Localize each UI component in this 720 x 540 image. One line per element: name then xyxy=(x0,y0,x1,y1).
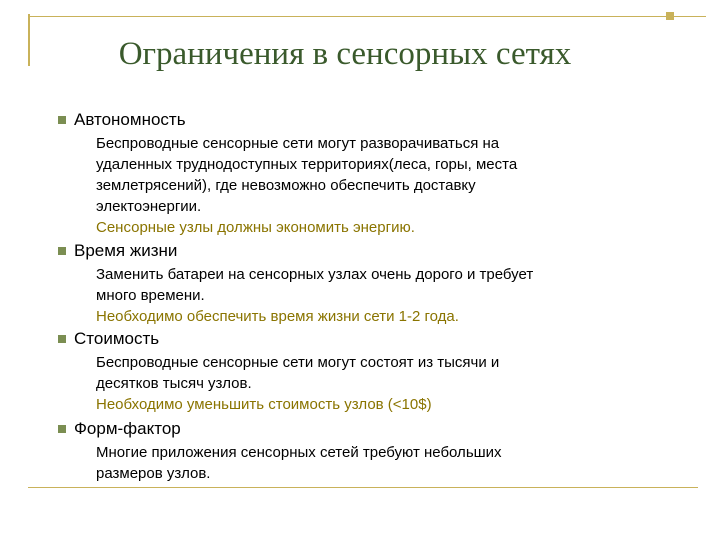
section-autonomy xyxy=(58,110,186,130)
accent-top-line xyxy=(28,16,706,17)
accent-bottom-line xyxy=(28,487,698,488)
body-line: много времени. xyxy=(96,287,205,304)
body-line: размеров узлов. xyxy=(96,465,211,482)
square-bullet-icon xyxy=(58,116,66,124)
section-form-factor-body xyxy=(96,442,502,484)
body-line: удаленных труднодоступных территориях(леса, горы, места xyxy=(96,156,518,173)
body-line: Беспроводные сенсорные сети могут состоят из тысячи и xyxy=(96,354,500,371)
body-line: десятков тысяч узлов. xyxy=(96,375,252,392)
section-heading: Время жизни xyxy=(74,241,178,260)
section-heading: Форм-фактор xyxy=(74,419,181,438)
section-note: Необходимо уменьшить стоимость узлов (<10$) xyxy=(96,396,432,413)
body-line: Беспроводные сенсорные сети могут разворачиваться на xyxy=(96,135,500,152)
section-note: Сенсорные узлы должны экономить энергию. xyxy=(96,219,415,236)
square-bullet-icon xyxy=(58,425,66,433)
section-autonomy-body xyxy=(96,133,517,238)
body-line: электоэнергии. xyxy=(96,198,202,215)
body-line: Заменить батареи на сенсорных узлах очень дорого и требует xyxy=(96,266,534,283)
body-line: землетрясений), где невозможно обеспечить доставку xyxy=(96,177,476,194)
section-cost-body xyxy=(96,352,499,415)
section-lifetime-body xyxy=(96,264,533,327)
section-cost xyxy=(58,329,159,349)
section-form-factor xyxy=(58,419,181,439)
square-bullet-icon xyxy=(58,247,66,255)
slide-title: Ограничения в сенсорных сетях xyxy=(118,36,572,72)
section-note: Необходимо обеспечить время жизни сети 1-2 года. xyxy=(96,308,459,325)
accent-top-square xyxy=(666,12,674,20)
section-heading: Автономность xyxy=(74,110,186,129)
square-bullet-icon xyxy=(58,335,66,343)
section-lifetime xyxy=(58,241,177,261)
body-line: Многие приложения сенсорных сетей требуют небольших xyxy=(96,444,502,461)
section-heading: Стоимость xyxy=(74,329,160,348)
